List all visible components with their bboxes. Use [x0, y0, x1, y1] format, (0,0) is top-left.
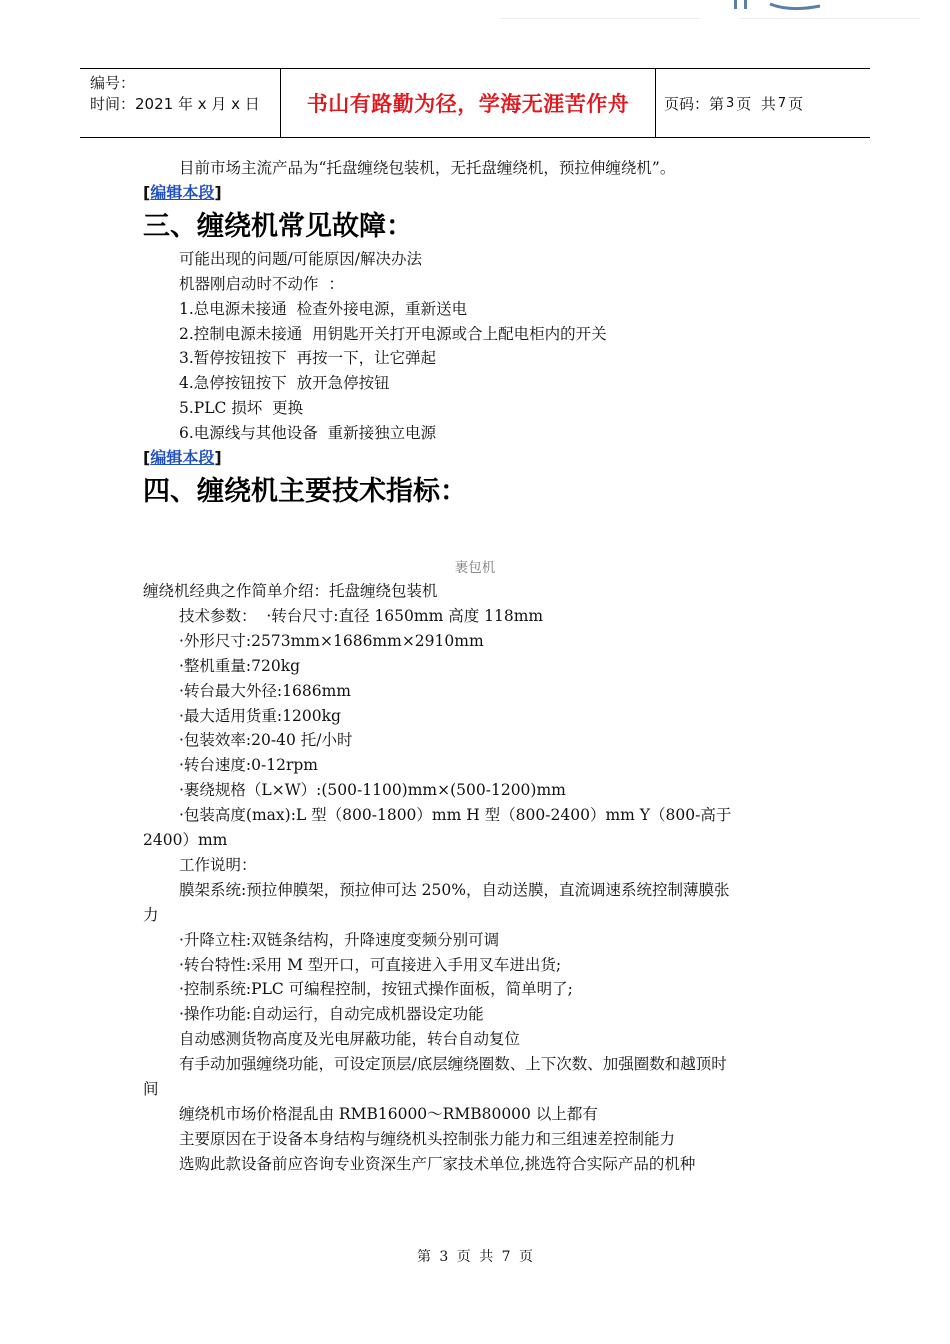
work-item: 自动感测货物高度及光电屏蔽功能，转台自动复位 [179, 1030, 521, 1049]
page-prefix: 页码：第 [664, 94, 725, 113]
fault-line: 6.电源线与其他设备 重新接独立电源 [179, 424, 437, 443]
spec-line: ·裹绕规格（L×W）:(500-1100)mm×(500-1200)mm [179, 781, 566, 800]
section-4-heading: 四、缠绕机主要技术指标： [143, 475, 467, 507]
closing-line: 选购此款设备前应咨询专业资深生产厂家技术单位,挑选符合实际产品的机种 [179, 1154, 696, 1173]
spec-line: ·转台最大外径:1686mm [179, 681, 351, 700]
closing-line: 主要原因在于设备本身结构与缠绕机头控制张力能力和三组速差控制能力 [179, 1129, 676, 1148]
fault-line: 1.总电源未接通 检查外接电源，重新送电 [179, 299, 468, 318]
edit-section-link-text[interactable]: 编辑本段 [150, 182, 215, 202]
top-decoration [480, 0, 950, 24]
film-line: 膜架系统:预拉伸膜架，预拉伸可达 250%，自动送膜，直流调速系统控制薄膜张 [179, 880, 730, 899]
document-time-label: 时间：2021 年 x 月 x 日 [90, 95, 260, 113]
page-footer: 第 3 页 共 7 页 [416, 1249, 534, 1265]
spec-line: ·整机重量:720kg [179, 656, 301, 675]
header-info-cell [80, 69, 281, 137]
edit-section-link: [编辑本段] [143, 182, 222, 202]
work-title: 工作说明： [179, 855, 257, 874]
top-divider-line [500, 18, 700, 19]
page-current: 3 [726, 95, 735, 111]
work-item: ·控制系统:PLC 可编程控制，按钮式操作面板，简单明了; [179, 980, 573, 999]
specs-intro: 缠绕机经典之作简单介绍：托盘缠绕包装机 [143, 581, 438, 600]
header-motto: 书山有路勤为径，学海无涯苦作舟 [281, 69, 656, 137]
page-suffix: 页 [788, 94, 804, 113]
edit-section-link: [编辑本段] [143, 448, 222, 468]
height-spec-line: ·包装高度(max):L 型（800-1800）mm H 型（800-2400）mm Y（800-高于 [179, 806, 732, 825]
top-divider-line [740, 18, 920, 19]
page-mid: 页 共 [736, 94, 776, 113]
film-line-cont: 力 [143, 905, 159, 924]
header-page-number [656, 69, 870, 137]
fault-line: 5.PLC 损坏 更换 [179, 399, 304, 418]
spec-line: ·外形尺寸:2573mm×1686mm×2910mm [179, 631, 484, 650]
fault-line: 2.控制电源未接通 用钥匙开关打开电源或合上配电柜内的开关 [179, 324, 607, 343]
spec-line: ·最大适用货重:1200kg [179, 706, 341, 725]
fault-line: 3.暂停按钮按下 再按一下，让它弹起 [179, 349, 437, 368]
work-item: ·升降立柱:双链条结构，升降速度变频分别可调 [179, 930, 500, 949]
intro-paragraph: 目前市场主流产品为“托盘缠绕包装机，无托盘缠绕机，预拉伸缠绕机”。 [179, 159, 676, 177]
work-item: ·转台特性:采用 M 型开口，可直接进入手用叉车进出货; [179, 955, 562, 974]
spec-line: 技术参数： ·转台尺寸:直径 1650mm 高度 118mm [179, 606, 544, 625]
fault-line: 4.急停按钮按下 放开急停按钮 [179, 374, 390, 393]
fault-line: 可能出现的问题/可能原因/解决办法 [179, 249, 422, 268]
section-3-heading: 三、缠绕机常见故障： [143, 210, 413, 242]
fault-line: 机器刚启动时不动作 ： [179, 274, 344, 293]
partial-logo-icon [730, 0, 870, 12]
page-header [80, 68, 870, 138]
manual-line-cont: 间 [143, 1080, 159, 1099]
spec-line: ·转台速度:0-12rpm [179, 756, 319, 775]
document-body [143, 156, 803, 1177]
page-total: 7 [777, 95, 787, 111]
height-spec-line-cont: 2400）mm [143, 831, 228, 850]
edit-section-link-text[interactable]: 编辑本段 [150, 448, 215, 468]
closing-line: 缠绕机市场价格混乱由 RMB16000～RMB80000 以上都有 [179, 1105, 598, 1123]
image-caption: 裹包机 [454, 559, 496, 576]
document-number-label: 编号： [90, 74, 136, 92]
work-item: ·操作功能:自动运行，自动完成机器设定功能 [179, 1005, 484, 1024]
manual-line: 有手动加强缠绕功能，可设定顶层/底层缠绕圈数、上下次数、加强圈数和越顶时 [179, 1055, 727, 1074]
spec-line: ·包装效率:20-40 托/小时 [179, 731, 353, 750]
